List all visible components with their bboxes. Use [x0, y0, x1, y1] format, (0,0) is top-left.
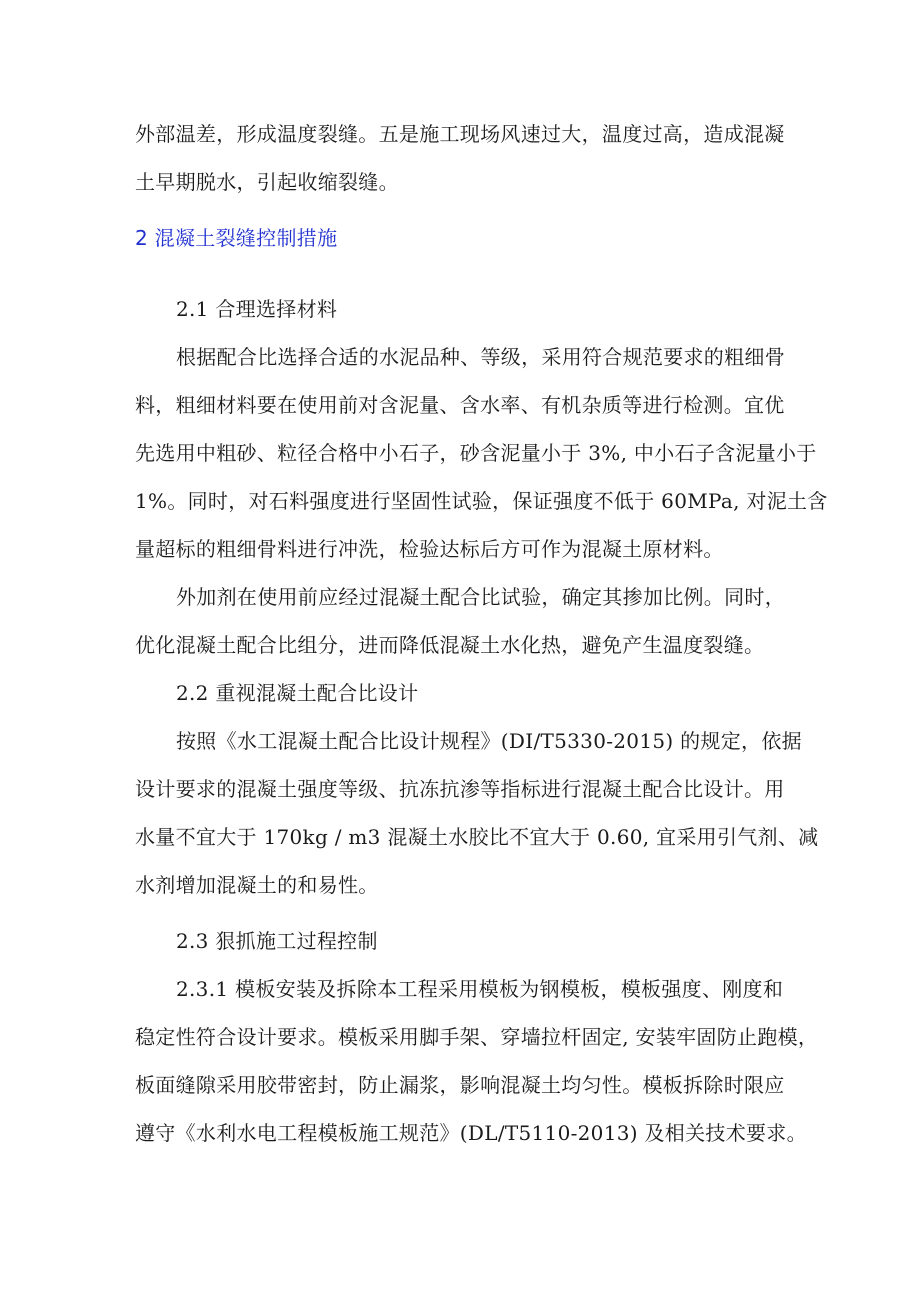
paragraph-line: 1%。同时，对石料强度进行坚固性试验，保证强度不低于 60MPa, 对泥土含	[135, 489, 828, 513]
paragraph-line: 按照《水工混凝土配合比设计规程》(DI/T5330-2015) 的规定，依据	[176, 729, 802, 753]
subsection-heading-2-3: 2.3 狠抓施工过程控制	[176, 929, 378, 953]
section-heading-2: 2 混凝土裂缝控制措施	[135, 226, 338, 250]
paragraph-line: 水剂增加混凝土的和易性。	[135, 873, 379, 897]
paragraph-line: 料，粗细材料要在使用前对含泥量、含水率、有机杂质等进行检测。宜优	[135, 393, 785, 417]
paragraph-line: 水量不宜大于 170kg / m3 混凝土水胶比不宜大于 0.60, 宜采用引气剂、减	[135, 825, 819, 849]
paragraph-line: 遵守《水利水电工程模板施工规范》(DL/T5110-2013) 及相关技术要求。	[135, 1121, 807, 1145]
paragraph-line: 板面缝隙采用胶带密封，防止漏浆，影响混凝土均匀性。模板拆除时限应	[135, 1073, 785, 1097]
paragraph-line: 外加剂在使用前应经过混凝土配合比试验，确定其掺加比例。同时，	[176, 585, 785, 609]
paragraph-line: 设计要求的混凝土强度等级、抗冻抗渗等指标进行混凝土配合比设计。用	[135, 777, 785, 801]
paragraph-line: 2.3.1 模板安装及拆除本工程采用模板为钢模板，模板强度、刚度和	[176, 977, 784, 1001]
paragraph-line: 土早期脱水，引起收缩裂缝。	[135, 170, 399, 194]
subsection-heading-2-1: 2.1 合理选择材料	[176, 297, 338, 321]
paragraph-line: 先选用中粗砂、粒径合格中小石子，砂含泥量小于 3%, 中小石子含泥量小于	[135, 441, 817, 465]
paragraph-line: 外部温差，形成温度裂缝。五是施工现场风速过大，温度过高，造成混凝	[135, 122, 785, 146]
paragraph-line: 量超标的粗细骨料进行冲洗，检验达标后方可作为混凝土原材料。	[135, 537, 724, 561]
paragraph-line: 优化混凝土配合比组分，进而降低混凝土水化热，避免产生温度裂缝。	[135, 633, 765, 657]
paragraph-line: 稳定性符合设计要求。模板采用脚手架、穿墙拉杆固定, 安装牢固防止跑模，	[135, 1025, 819, 1049]
paragraph-line: 根据配合比选择合适的水泥品种、等级，采用符合规范要求的粗细骨	[176, 345, 785, 369]
subsection-heading-2-2: 2.2 重视混凝土配合比设计	[176, 681, 419, 705]
